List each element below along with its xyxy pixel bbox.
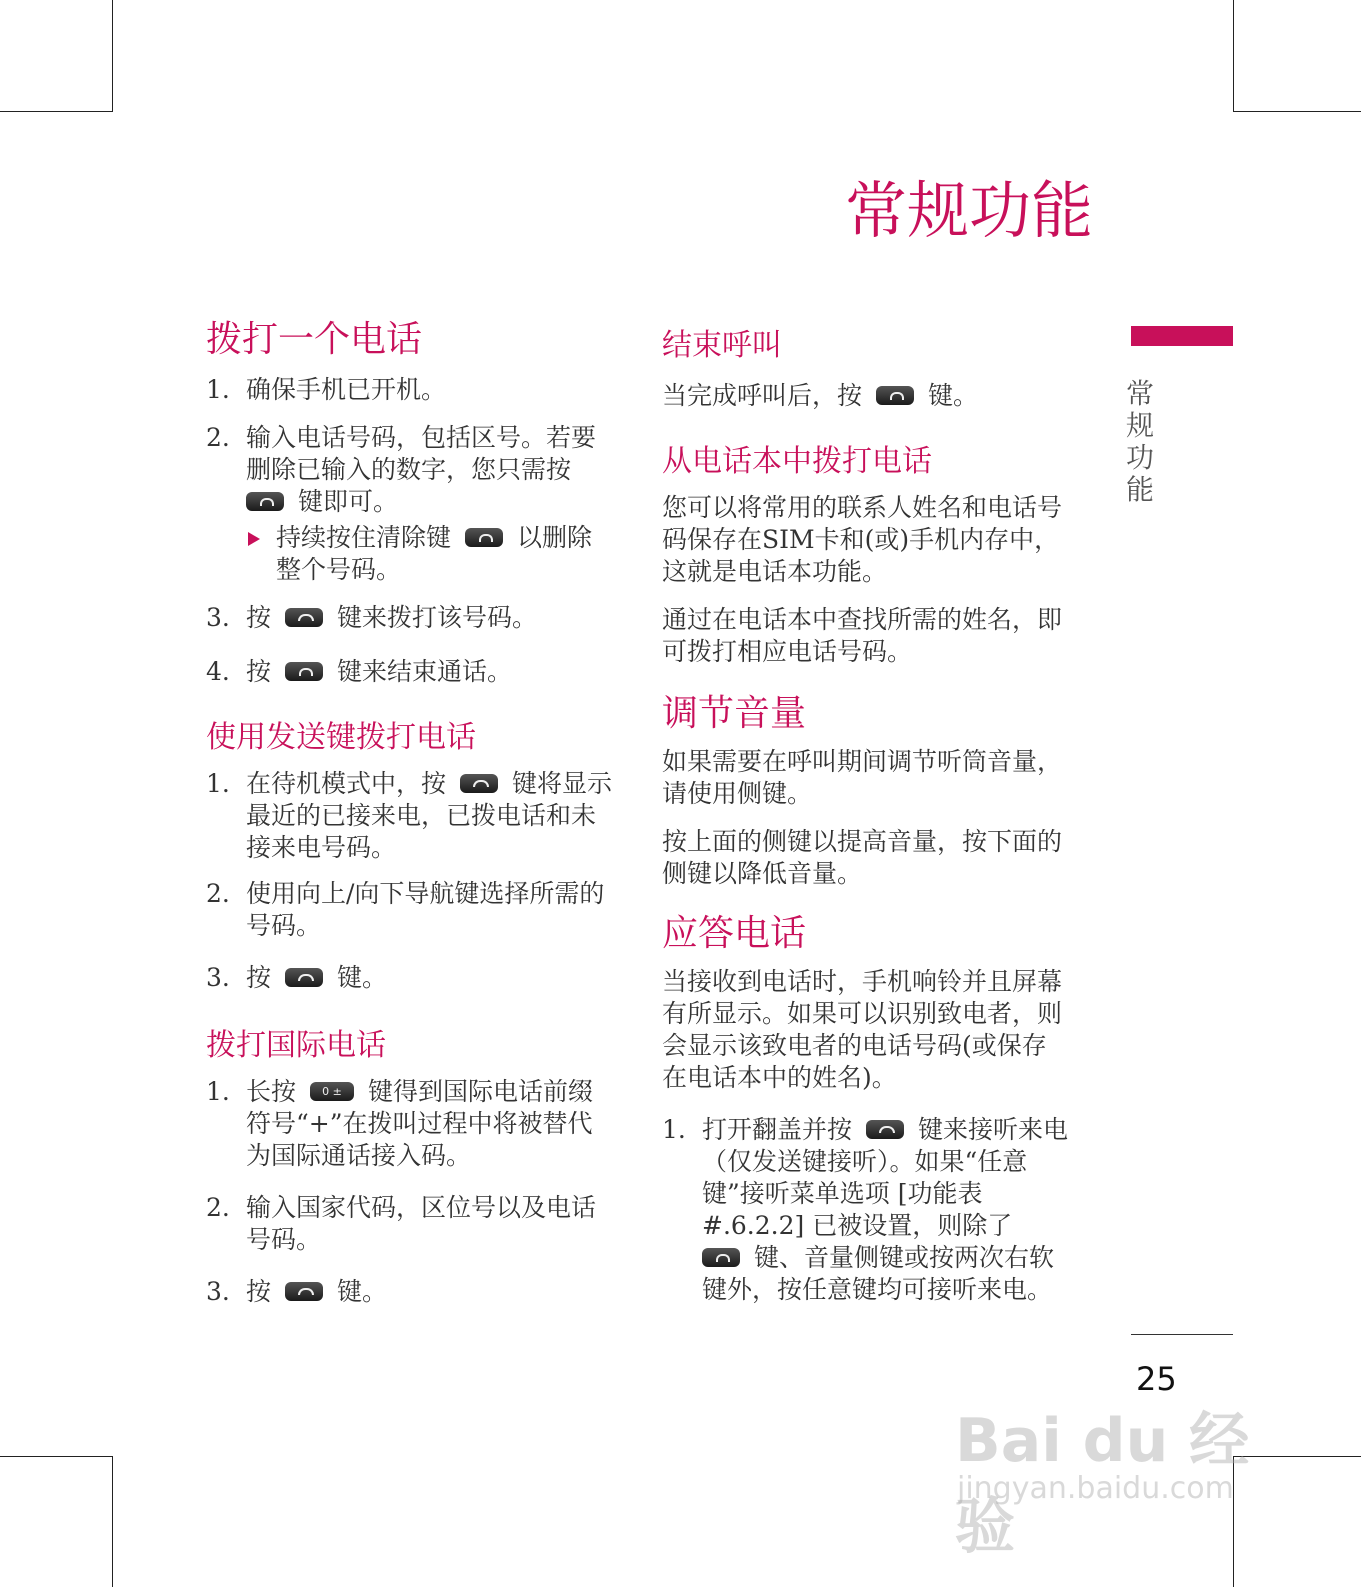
item-text: 键。 <box>337 963 388 992</box>
paragraph-text: 键。 <box>928 381 979 410</box>
list-item <box>206 1276 616 1308</box>
item-text: 长按 <box>246 1077 297 1106</box>
item-number: 1. <box>206 1077 230 1106</box>
paragraph: 当接收到电话时，手机响铃并且屏幕有所显示。如果可以识别致电者，则会显示该致电者的电话号码(或保存在电话本中的姓名)。 <box>662 967 1063 1092</box>
list-item <box>206 768 616 864</box>
sub-text: 持续按住清除键 <box>276 523 452 552</box>
item-text: 按 <box>246 603 272 632</box>
section-heading: 拨打一个电话 <box>206 319 423 360</box>
paragraph-text: 当完成呼叫后，按 <box>662 381 863 410</box>
left-column <box>206 318 616 1308</box>
section-heading: 从电话本中拨打电话 <box>662 444 932 479</box>
crop-mark <box>112 0 113 112</box>
list-item <box>206 878 616 942</box>
item-text: 确保手机已开机。 <box>246 375 447 404</box>
send-key-icon <box>285 968 323 987</box>
end-key-icon <box>702 1248 740 1267</box>
section-heading: 使用发送键拨打电话 <box>206 720 476 755</box>
clear-key-icon <box>246 492 284 511</box>
side-chapter-label: 常规功能 <box>1126 377 1155 506</box>
list-item <box>662 1114 1070 1306</box>
section-heading: 结束呼叫 <box>662 328 782 363</box>
paragraph: 按上面的侧键以提高音量，按下面的侧键以降低音量。 <box>662 827 1063 888</box>
section-heading: 调节音量 <box>662 693 807 734</box>
list-item <box>206 1076 616 1172</box>
item-text: 键得到国际电话前缀符号“+”在拨叫过程中将被替代为国际通话接入码。 <box>246 1077 594 1170</box>
end-key-icon <box>285 662 323 681</box>
sub-text: 以删除整个号码。 <box>276 523 593 584</box>
item-number: 1. <box>206 375 230 404</box>
sub-item <box>246 522 616 586</box>
clear-key-icon <box>465 528 503 547</box>
crop-mark <box>0 1456 112 1457</box>
zero-key-icon: 0 ± <box>310 1082 354 1101</box>
paragraph: 如果需要在呼叫期间调节听筒音量，请使用侧键。 <box>662 747 1063 808</box>
item-text: 键即可。 <box>298 487 399 516</box>
item-text: 使用向上/向下导航键选择所需的号码。 <box>246 879 605 940</box>
crop-mark <box>1233 111 1361 112</box>
paragraph: 通过在电话本中查找所需的姓名，即可拨打相应电话号码。 <box>662 605 1063 666</box>
item-text: 键、音量侧键或按两次右软键外，按任意键均可接听来电。 <box>702 1243 1055 1304</box>
item-number: 2. <box>206 1193 230 1222</box>
item-text: 键。 <box>337 1277 388 1306</box>
page-number-rule <box>1131 1334 1233 1335</box>
list-item <box>206 962 616 994</box>
item-number: 3. <box>206 963 230 992</box>
side-accent-bar <box>1131 326 1233 346</box>
item-number: 3. <box>206 603 230 632</box>
baidu-jingyan-watermark <box>955 1365 1275 1562</box>
item-number: 1. <box>206 769 230 798</box>
page-number: 25 <box>1136 1360 1177 1398</box>
send-key-icon <box>285 1282 323 1301</box>
item-text: 输入电话号码，包括区号。若要删除已输入的数字，您只需按 <box>246 423 597 484</box>
item-text: 键来接听来电（仅发送键接听）。如果“任意键”接听菜单选项 [功能表 #.6.2.2] 已被设置，则除了 <box>702 1115 1069 1240</box>
item-text: 键来结束通话。 <box>337 657 513 686</box>
item-text: 打开翻盖并按 <box>702 1115 853 1144</box>
list-item <box>206 656 616 688</box>
send-key-icon <box>460 774 498 793</box>
item-text: 键将显示最近的已接来电，已拨电话和未接来电号码。 <box>246 769 613 862</box>
watermark-url: jingyan.baidu.com <box>957 1471 1234 1506</box>
item-number: 1. <box>662 1115 686 1144</box>
section-heading: 拨打国际电话 <box>206 1028 386 1063</box>
item-text: 在待机模式中，按 <box>246 769 447 798</box>
paragraph: 您可以将常用的联系人姓名和电话号码保存在SIM卡和(或)手机内存中，这就是电话本功能。 <box>662 493 1063 586</box>
item-text: 按 <box>246 657 272 686</box>
triangle-bullet-icon <box>248 532 260 546</box>
page-title: 常规功能 <box>845 174 1094 247</box>
list-item <box>206 374 616 406</box>
item-text: 按 <box>246 963 272 992</box>
send-key-icon <box>866 1120 904 1139</box>
end-key-icon <box>876 386 914 405</box>
watermark-brand: Bai du 经验 <box>955 1406 1250 1562</box>
item-text: 按 <box>246 1277 272 1306</box>
paragraph <box>662 380 1070 412</box>
crop-mark <box>0 111 112 112</box>
item-number: 2. <box>206 879 230 908</box>
item-number: 2. <box>206 423 230 452</box>
item-number: 4. <box>206 657 230 686</box>
crop-mark <box>112 1456 113 1587</box>
send-key-icon <box>285 608 323 627</box>
right-column <box>662 326 1070 1306</box>
list-item <box>206 422 616 518</box>
list-item <box>206 602 616 634</box>
section-heading: 应答电话 <box>662 913 807 954</box>
item-text: 键来拨打该号码。 <box>337 603 538 632</box>
crop-mark <box>1233 0 1234 112</box>
item-text: 输入国家代码，区位号以及电话号码。 <box>246 1193 597 1254</box>
item-number: 3. <box>206 1277 230 1306</box>
list-item <box>206 1192 616 1256</box>
